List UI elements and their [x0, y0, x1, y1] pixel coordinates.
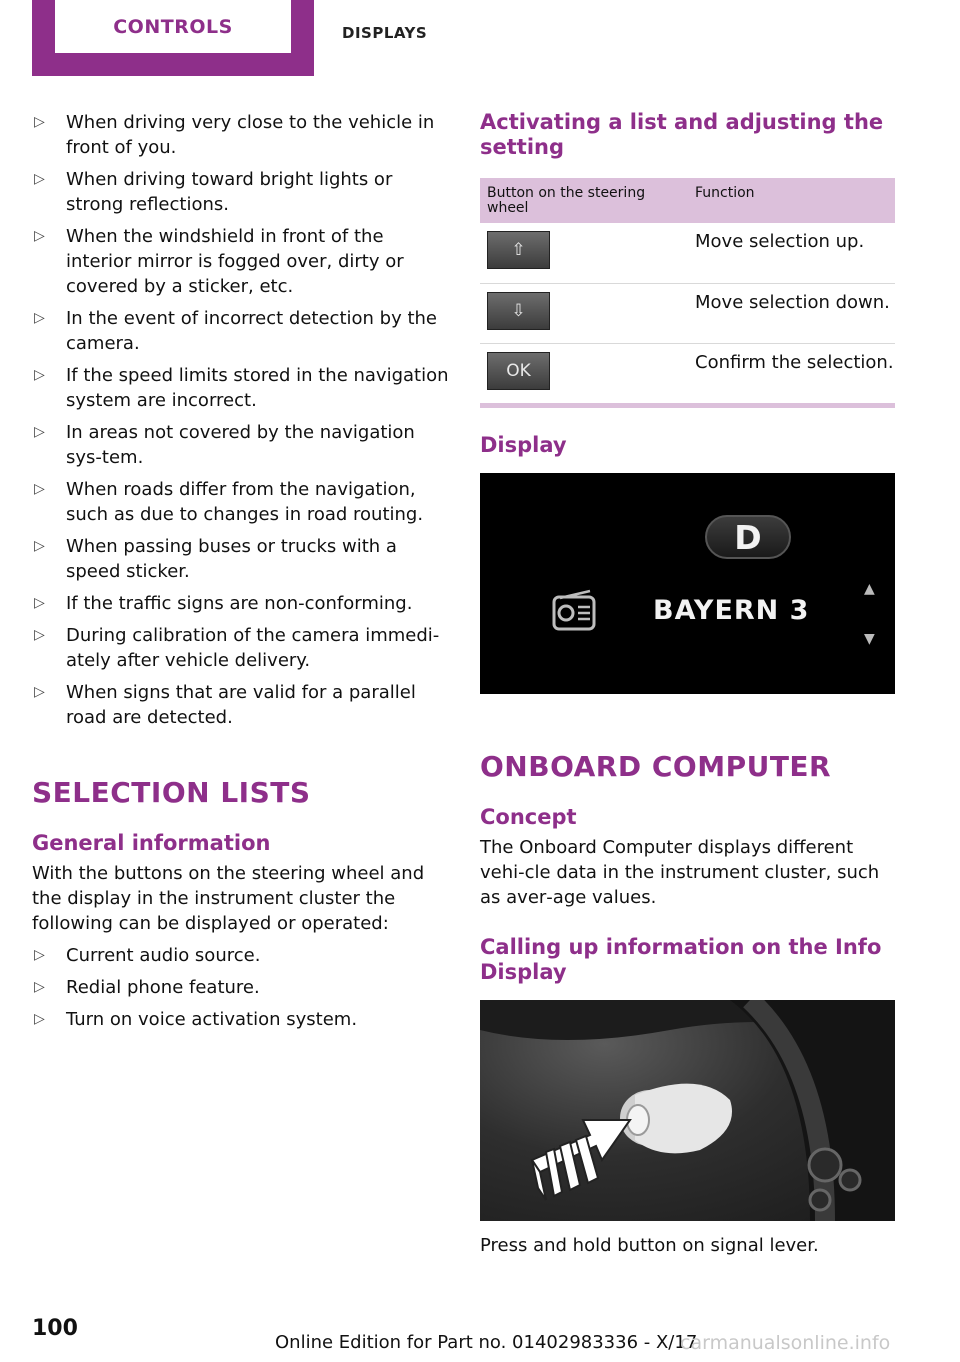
list-item-text: During calibration of the camera immedi‐ately after vehicle delivery.	[66, 625, 440, 671]
triangle-right-icon: ▷	[34, 310, 45, 326]
subsection-title-calling-up-info: Calling up information on the Info Display	[480, 935, 882, 984]
subsection-title-general-information: General information	[32, 831, 271, 855]
signal-lever-illustration	[480, 1000, 895, 1221]
list-item-text: When passing buses or trucks with a speed sticker.	[66, 536, 397, 582]
triangle-right-icon: ▷	[34, 979, 45, 995]
arrow-up-button-icon: ⇧	[487, 231, 550, 269]
table-bottom-rule	[480, 403, 895, 408]
list-item-text: If the speed limits stored in the navigation system are incorrect.	[66, 365, 449, 411]
list-item	[32, 1007, 450, 1032]
triangle-right-icon: ▷	[34, 114, 45, 130]
list-item-text: Redial phone feature.	[66, 977, 260, 998]
table-header-function: Function	[688, 178, 895, 223]
list-item-text: When driving very close to the vehicle in front of you.	[66, 112, 435, 158]
list-item	[32, 623, 450, 673]
list-item	[32, 420, 450, 470]
triangle-right-icon: ▷	[34, 947, 45, 963]
subsection-title-concept: Concept	[480, 805, 577, 829]
camera-limit-list	[32, 110, 450, 730]
table-cell-function: Move selection up.	[688, 223, 895, 283]
steering-wheel-button-table	[480, 178, 895, 403]
triangle-right-icon: ▷	[34, 1011, 45, 1027]
list-item	[32, 534, 450, 584]
left-column	[32, 110, 450, 1039]
list-item	[32, 943, 450, 968]
list-item-text: When signs that are valid for a parallel road are detected.	[66, 682, 416, 728]
table-cell-function: Confirm the selection.	[695, 351, 894, 373]
table-row	[480, 223, 895, 283]
radio-icon	[552, 589, 598, 633]
triangle-right-icon: ▷	[34, 684, 45, 700]
table-cell-button	[480, 283, 688, 343]
list-item	[32, 680, 450, 730]
arrow-down-button-icon: ⇩	[487, 292, 550, 330]
signal-lever-photo	[480, 1000, 895, 1221]
right-column	[480, 110, 895, 1258]
header-tab-controls[interactable]	[32, 0, 314, 76]
triangle-right-icon: ▷	[34, 595, 45, 611]
list-item	[32, 975, 450, 1000]
triangle-up-icon: ▲	[864, 581, 875, 597]
radio-station-name: BAYERN 3	[653, 595, 810, 626]
triangle-right-icon: ▷	[34, 171, 45, 187]
header-tab-controls-inner	[55, 0, 291, 53]
section-title-onboard-computer: ONBOARD COMPUTER	[480, 750, 832, 783]
selection-list-features	[32, 943, 450, 1032]
list-item-text: If the traffic signs are non-conforming.	[66, 593, 413, 614]
table-cell-function: Move selection down.	[688, 283, 895, 343]
triangle-right-icon: ▷	[34, 228, 45, 244]
triangle-down-icon: ▼	[864, 631, 875, 647]
edition-footer: Online Edition for Part no. 01402983336 - X/17	[275, 1332, 698, 1353]
list-item-text: In the event of incorrect detection by the camera.	[66, 308, 437, 354]
list-item	[32, 306, 450, 356]
header-tab-controls-label: CONTROLS	[113, 15, 233, 38]
general-information-text: With the buttons on the steering wheel and the display in the instrument cluster the following can be displayed or operated:	[32, 863, 425, 934]
header-tab-displays[interactable]: DISPLAYS	[342, 24, 428, 42]
list-item-text: Current audio source.	[66, 945, 261, 966]
table-cell-button	[480, 343, 688, 403]
list-item	[32, 110, 450, 160]
section-title-selection-lists: SELECTION LISTS	[32, 776, 311, 809]
triangle-right-icon: ▷	[34, 481, 45, 497]
triangle-right-icon: ▷	[34, 627, 45, 643]
list-item-text: When driving toward bright lights or strong reflections.	[66, 169, 393, 215]
list-item-text: When the windshield in front of the interior mirror is fogged over, dirty or covered by a sticker, etc.	[66, 226, 404, 297]
lever-caption: Press and hold button on signal lever.	[480, 1235, 819, 1256]
table-cell-button	[480, 223, 688, 283]
list-item-text: In areas not covered by the navigation sys‐tem.	[66, 422, 415, 468]
list-item-text: Turn on voice activation system.	[66, 1009, 358, 1030]
ok-button-icon: OK	[487, 352, 550, 390]
list-item	[32, 363, 450, 413]
table-row	[480, 283, 895, 343]
triangle-right-icon: ▷	[34, 424, 45, 440]
list-item	[32, 477, 450, 527]
site-watermark: carmanualsonline.info	[680, 1332, 891, 1354]
table-header-button: Button on the steering wheel	[480, 178, 688, 223]
gear-indicator: D	[705, 515, 791, 559]
list-item-text: When roads differ from the navigation, such as due to changes in road routing.	[66, 479, 424, 525]
page-number: 100	[32, 1316, 78, 1341]
info-display-image	[480, 473, 895, 694]
triangle-right-icon: ▷	[34, 538, 45, 554]
table-row	[480, 343, 895, 403]
subsection-title-activating-list: Activating a list and adjusting the setting	[480, 110, 884, 159]
subsection-title-display: Display	[480, 433, 567, 457]
concept-text: The Onboard Computer displays different vehi‐cle data in the instrument cluster, such as aver‐age values.	[480, 837, 880, 908]
list-item	[32, 591, 450, 616]
list-item	[32, 224, 450, 299]
triangle-right-icon: ▷	[34, 367, 45, 383]
list-item	[32, 167, 450, 217]
